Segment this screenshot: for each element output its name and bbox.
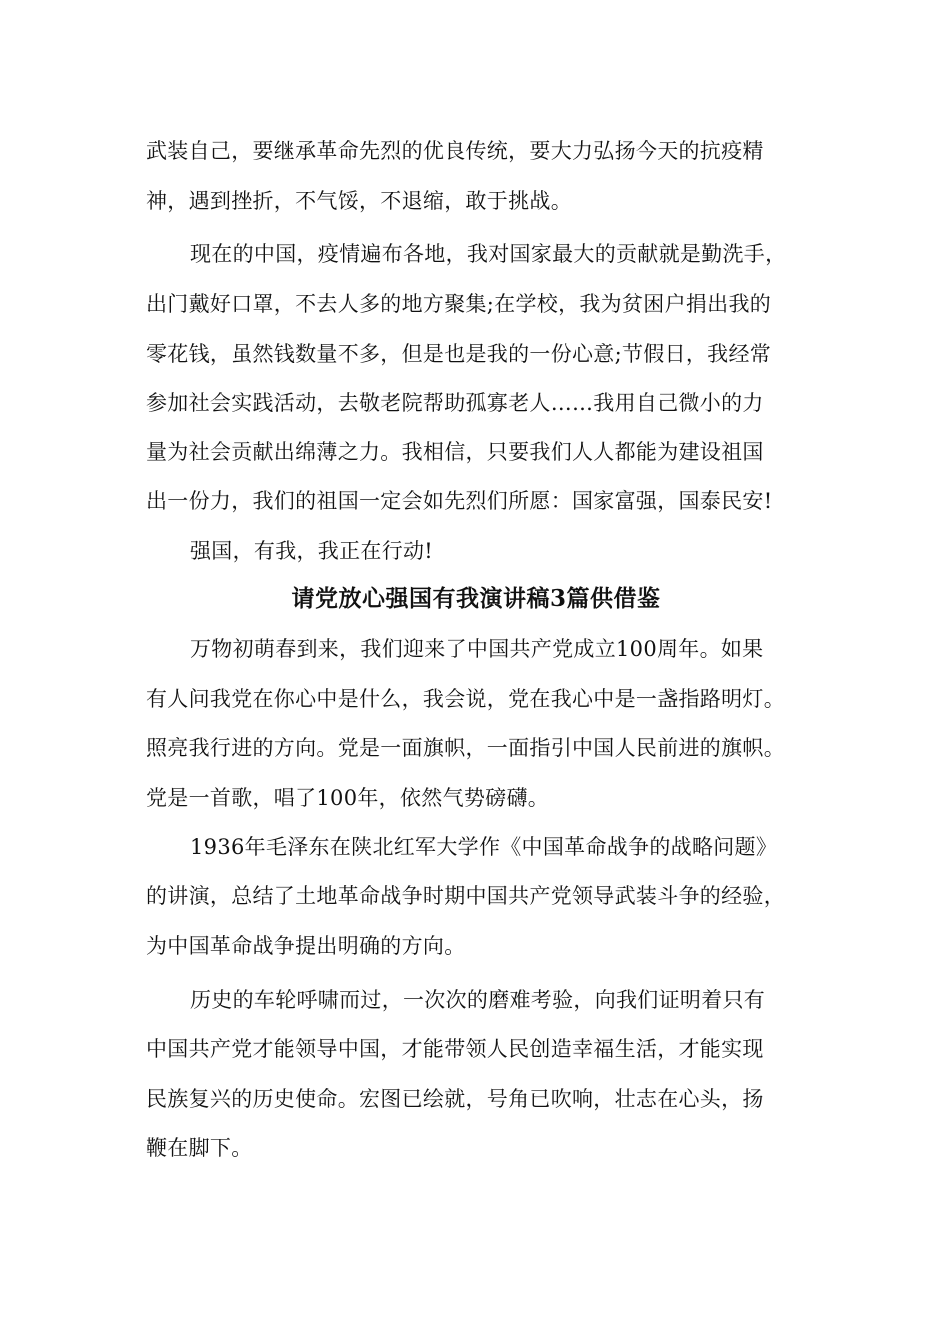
text-line: 量为社会贡献出绵薄之力。我相信，只要我们人人都能为建设祖国 <box>146 440 764 464</box>
text-line: 神，遇到挫折，不气馁，不退缩，敢于挑战。 <box>146 189 572 213</box>
text-line: 历史的车轮呼啸而过，一次次的磨难考验，向我们证明着只有 <box>190 988 766 1012</box>
text-line: 现在的中国，疫情遍布各地，我对国家最大的贡献就是勤洗手， <box>190 242 787 266</box>
text-line: 有人问我党在你心中是什么，我会说，党在我心中是一盏指路明灯。 <box>146 687 785 711</box>
text-line: 武装自己，要继承革命先烈的优良传统，要大力弘扬今天的抗疫精 <box>146 139 764 163</box>
text-line: 民族复兴的历史使命。宏图已绘就，号角已吹响，壮志在心头，扬 <box>146 1087 764 1111</box>
text-line: 照亮我行进的方向。党是一面旗帜，一面指引中国人民前进的旗帜。 <box>146 736 785 760</box>
text-line: 中国共产党才能领导中国，才能带领人民创造幸福生活，才能实现 <box>146 1037 764 1061</box>
text-line: 强国，有我，我正在行动! <box>190 539 434 563</box>
text-line: 出一份力，我们的祖国一定会如先烈们所愿：国家富强，国泰民安! <box>146 489 773 513</box>
text-line: 参加社会实践活动，去敬老院帮助孤寡老人……我用自己微小的力 <box>146 391 764 415</box>
text-line: 鞭在脚下。 <box>146 1136 253 1160</box>
text-line: 为中国革命战争提出明确的方向。 <box>146 934 466 958</box>
text-line: 党是一首歌，唱了100年，依然气势磅礴。 <box>146 786 550 810</box>
text-line: 1936年毛泽东在陕北红军大学作《中国革命战争的战略问题》 <box>190 835 778 859</box>
section-heading: 请党放心强国有我演讲稿3篇供借鉴 <box>291 585 661 612</box>
text-line: 零花钱，虽然钱数量不多，但是也是我的一份心意;节假日，我经常 <box>146 342 772 366</box>
text-line: 的讲演，总结了土地革命战争时期中国共产党领导武装斗争的经验， <box>146 884 785 908</box>
text-line: 出门戴好口罩，不去人多的地方聚集;在学校，我为贫困户捐出我的 <box>146 292 772 316</box>
text-line: 万物初萌春到来，我们迎来了中国共产党成立100周年。如果 <box>190 637 764 661</box>
